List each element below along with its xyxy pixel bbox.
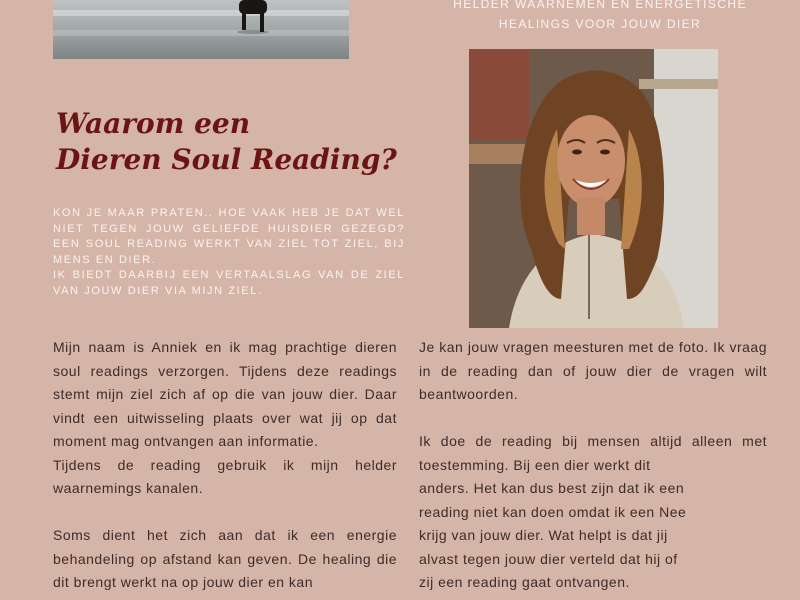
title-line-1: Waarom een (56, 107, 251, 140)
right-paragraph-2-line-3: reading niet kan doen omdat ik een Nee (419, 503, 687, 520)
intro-paragraph-1: KON JE MAAR PRATEN.. HOE VAAK HEB JE DAT WEL NIET TEGEN JOUW GELIEFDE HUISDIER GEZEGD? EEN SOUL READING WERKT VAN ZIEL TOT ZIEL, BIJ MENS EN DIER. (53, 207, 405, 266)
right-paragraph-2-line-4: krijg van jouw dier. Wat helpt is dat jij (419, 527, 668, 543)
page-title (56, 106, 397, 178)
intro-paragraph-2: IK BIEDT DAARBIJ EEN VERTAALSLAG VAN DE ZIEL VAN JOUW DIER VIA MIJN ZIEL. (53, 269, 405, 297)
right-paragraph-2-line-1: Ik doe de reading bij mensen altijd alleen met toestemming. Bij een dier werkt dit (419, 433, 767, 473)
right-paragraph-1: Je kan jouw vragen meesturen met de foto. Ik vraag in de reading dan of jouw dier de vragen wilt beantwoorden. (419, 339, 767, 402)
left-paragraph-1: Mijn naam is Anniek en ik mag prachtige dieren soul readings verzorgen. Tijdens deze readings stemt mijn ziel zich af op die van jouw dier. Daar vindt een uitwisseling plaats over wat jij op dat moment mag ontvangen aan informatie. (53, 339, 397, 449)
dog-silhouette-icon (233, 0, 273, 34)
left-paragraph-2: Tijdens de reading gebruik ik mijn helder waarnemings kanalen. (53, 456, 397, 496)
left-paragraph-3: Soms dient het zich aan dat ik een energie behandeling op afstand kan geven. De healing die dit brengt werkt na op jouw dier en kan (53, 527, 397, 590)
woman-portrait-illustration (469, 49, 718, 328)
paragraph-gap (419, 407, 767, 431)
header-tagline (400, 0, 800, 34)
title-line-2: Dieren Soul Reading? (56, 143, 397, 176)
tagline-line-2: HEALINGS VOOR JOUW DIER (498, 17, 702, 31)
paragraph-gap (53, 501, 397, 525)
dog-beach-photo (53, 0, 349, 59)
body-left-column (53, 336, 397, 595)
right-paragraph-2-line-2: anders. Het kan dus best zijn dat ik een (419, 480, 685, 496)
right-paragraph-2-line-6: zij een reading gaat ontvangen. (419, 574, 630, 590)
tagline-line-1: HELDER WAARNEMEN EN ENERGETISCHE (453, 0, 747, 11)
right-paragraph-2-line-5: alvast tegen jouw dier verteld dat hij of (419, 550, 678, 567)
body-right-column (419, 336, 767, 595)
portrait-photo (469, 49, 718, 328)
intro-text (53, 206, 405, 299)
